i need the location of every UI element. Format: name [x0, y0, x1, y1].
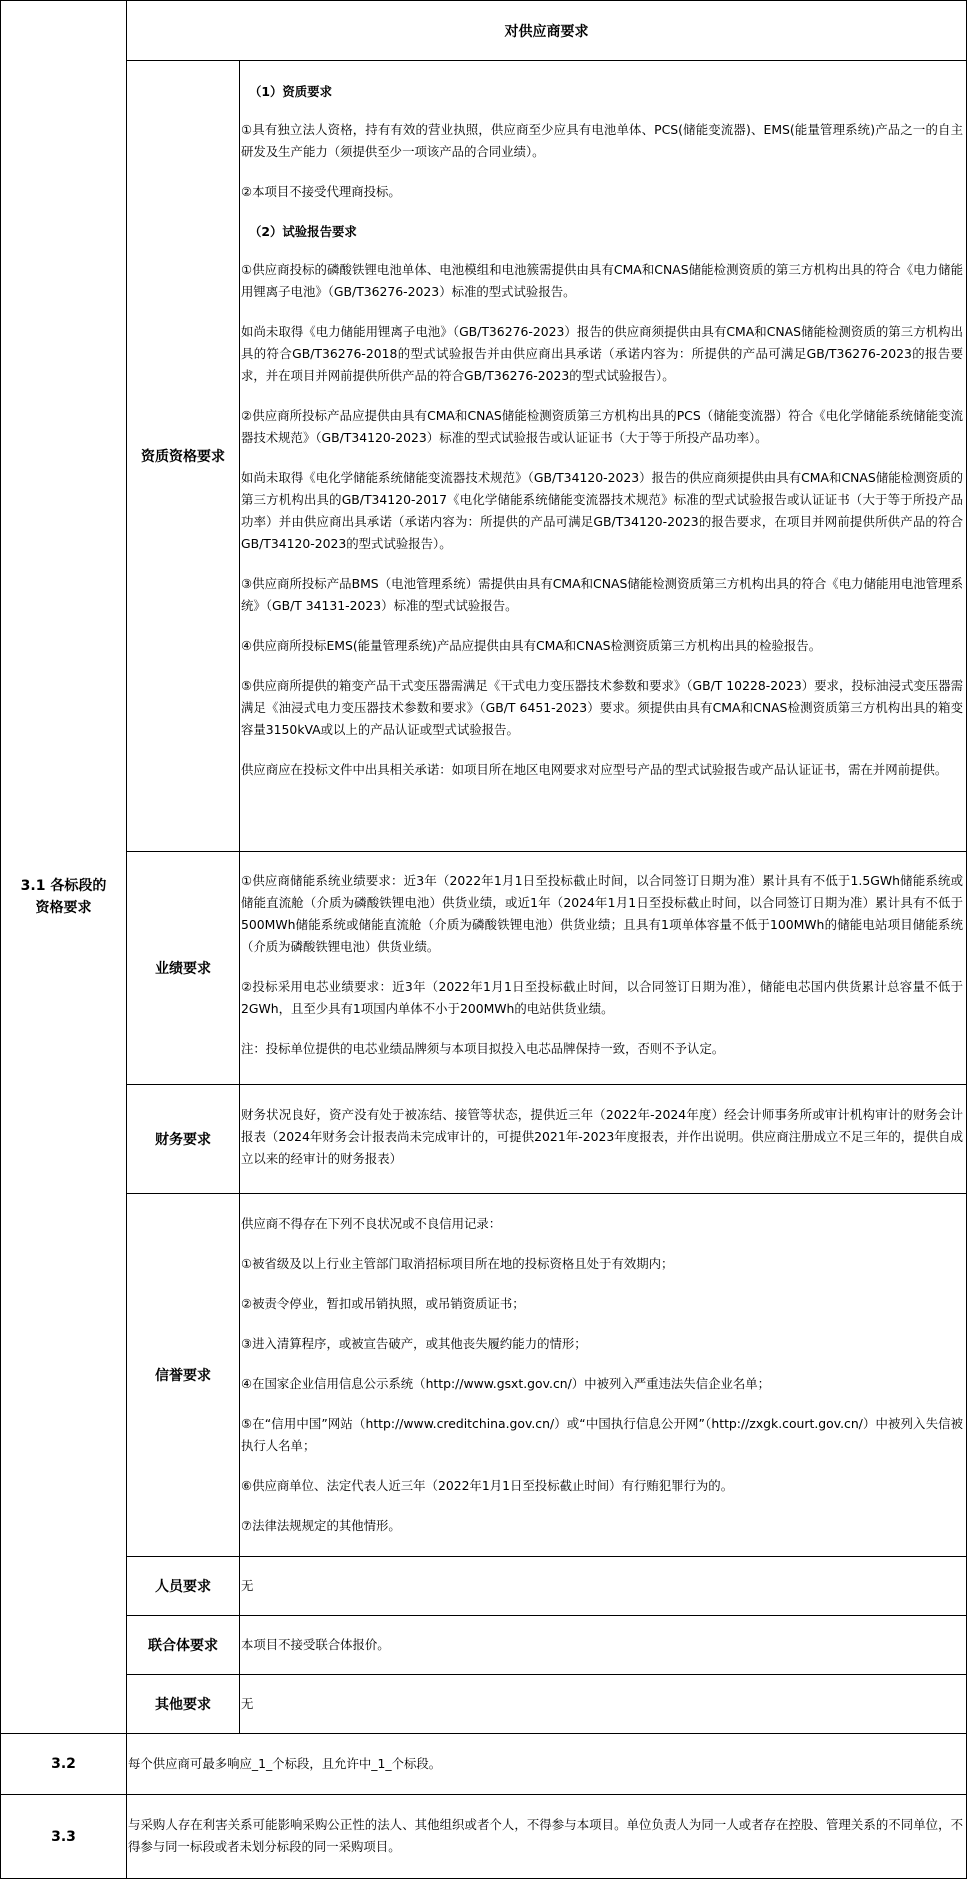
credit-item: ②被责令停业，暂扣或吊销执照，或吊销资质证书；	[241, 1296, 525, 1311]
qualification-item: ④供应商所投标EMS(能量管理系统)产品应提供由具有CMA和CNAS检测资质第三方机构出具的检验报告。	[241, 638, 822, 653]
personnel-label: 人员要求	[155, 1579, 211, 1595]
credit-content	[241, 1213, 963, 1537]
qualification-item: ①供应商投标的磷酸铁锂电池单体、电池模组和电池簇需提供由具有CMA和CNAS储能检测资质的第三方机构出具的符合《电力储能用锂离子电池》（GB/T36276-2023）标准的型式试验报告。	[241, 262, 963, 299]
credit-label: 信誉要求	[155, 1368, 211, 1384]
qualification-item: ⑤供应商所提供的箱变产品干式变压器需满足《干式电力变压器技术参数和要求》（GB/T 10228-2023）要求，投标油浸式变压器需满足《油浸式电力变压器技术参数和要求》（GB/T 6451-2023）要求。须提供由具有CMA和CNAS检测资质第三方机构出具的箱变容量3150kVA或以上的产品认证或型式试验报告。	[241, 678, 963, 737]
section-3-2-text: 每个供应商可最多响应_1_个标段，且允许中_1_个标段。	[128, 1756, 442, 1771]
performance-label-cell	[127, 852, 239, 1084]
qualification-label: 资质资格要求	[141, 449, 225, 465]
section-3-2-label-cell	[1, 1734, 126, 1794]
credit-item: ⑤在“信用中国”网站（http://www.creditchina.gov.cn/）或“中国执行信息公开网”（http://zxgk.court.gov.cn/）中被列入失信被执行人名单；	[241, 1416, 963, 1453]
credit-item: ⑦法律法规规定的其他情形。	[241, 1518, 401, 1533]
finance-label: 财务要求	[155, 1132, 211, 1148]
credit-item: ③进入清算程序，或被宣告破产，或其他丧失履约能力的情形；	[241, 1336, 587, 1351]
qualification-item: 如尚未取得《电力储能用锂离子电池》（GB/T36276-2023）报告的供应商须提供由具有CMA和CNAS储能检测资质的第三方机构出具的符合GB/T36276-2018的型式试验报告并由供应商出具承诺（承诺内容为：所提供的产品可满足GB/T36276-2023的报告要求，并在项目并网前提供所供产品的符合GB/T36276-2023的型式试验报告）。	[241, 324, 963, 383]
qualification-item: ③供应商所投标产品BMS（电池管理系统）需提供由具有CMA和CNAS储能检测资质第三方机构出具的符合《电力储能用电池管理系统》（GB/T 34131-2023）标准的型式试验报告。	[241, 576, 963, 613]
other-text: 无	[241, 1696, 254, 1711]
personnel-text: 无	[241, 1578, 254, 1593]
credit-intro: 供应商不得存在下列不良状况或不良信用记录：	[241, 1216, 502, 1231]
section-3-1-label: 3.1 各标段的资格要求	[20, 878, 107, 916]
qualification-item: ①具有独立法人资格，持有有效的营业执照，供应商至少应具有电池单体、PCS(储能变流器)、EMS(能量管理系统)产品之一的自主研发及生产能力（须提供至少一项该产品的合同业绩）。	[241, 122, 963, 159]
section-3-3-text: 与采购人存在利害关系可能影响采购公正性的法人、其他组织或者个人，不得参与本项目。单位负责人为同一人或者存在控股、管理关系的不同单位，不得参与同一标段或者未划分标段的同一采购项目。	[128, 1817, 963, 1854]
credit-item: ⑥供应商单位、法定代表人近三年（2022年1月1日至投标截止时间）有行贿犯罪行为的。	[241, 1478, 734, 1493]
consortium-label: 联合体要求	[148, 1638, 218, 1654]
qualification-label-cell	[127, 61, 239, 851]
section-3-3-content	[128, 1814, 963, 1858]
finance-label-cell	[127, 1085, 239, 1193]
section-3-2-label: 3.2	[51, 1756, 76, 1772]
performance-note: 注：投标单位提供的电芯业绩品牌须与本项目拟投入电芯品牌保持一致，否则不予认定。	[241, 1041, 725, 1056]
other-content	[241, 1693, 963, 1715]
finance-content	[241, 1104, 963, 1170]
qualification-item: 供应商应在投标文件中出具相关承诺：如项目所在地区电网要求对应型号产品的型式试验报告或产品认证证书，需在并网前提供。	[241, 762, 948, 777]
credit-label-cell	[127, 1194, 239, 1556]
credit-item: ①被省级及以上行业主管部门取消招标项目所在地的投标资格且处于有效期内；	[241, 1256, 674, 1271]
table-header	[127, 1, 966, 60]
header-title: 对供应商要求	[504, 23, 589, 40]
section-3-3-label-cell	[1, 1795, 126, 1878]
other-label: 其他要求	[155, 1697, 211, 1713]
qualification-heading-2: （2）试验报告要求	[249, 224, 357, 239]
consortium-text: 本项目不接受联合体报价。	[241, 1637, 390, 1652]
finance-text: 财务状况良好，资产没有处于被冻结、接管等状态，提供近三年（2022年-2024年度）经会计师事务所或审计机构审计的财务会计报表（2024年财务会计报表尚未完成审计的，可提供2021年-2023年度报表，并作出说明。供应商注册成立不足三年的，提供自成立以来的经审计的财务报表）	[241, 1107, 963, 1166]
section-3-3-label: 3.3	[51, 1828, 76, 1845]
qualification-item: ②本项目不接受代理商投标。	[241, 184, 401, 199]
personnel-label-cell	[127, 1557, 239, 1615]
performance-item: ②投标采用电芯业绩要求：近3年（2022年1月1日至投标截止时间，以合同签订日期为准），储能电芯国内供货累计总容量不低于2GWh，且至少具有1项国内单体不小于200MWh的电站供货业绩。	[241, 979, 963, 1016]
consortium-content	[241, 1634, 963, 1656]
personnel-content	[241, 1575, 963, 1597]
other-label-cell	[127, 1675, 239, 1733]
qualification-heading-1: （1）资质要求	[249, 84, 332, 99]
qualification-item: ②供应商所投标产品应提供由具有CMA和CNAS储能检测资质第三方机构出具的PCS（储能变流器）符合《电化学储能系统储能变流器技术规范》（GB/T34120-2023）标准的型式试验报告或认证证书（大于等于所投产品功率）。	[241, 408, 963, 445]
consortium-label-cell	[127, 1616, 239, 1674]
section-3-1-label-cell	[1, 61, 126, 1733]
performance-content	[241, 870, 963, 1060]
performance-item: ①供应商储能系统业绩要求：近3年（2022年1月1日至投标截止时间，以合同签订日期为准）累计具有不低于1.5GWh储能系统或储能直流舱（介质为磷酸铁锂电池）供货业绩，或近1年（2024年1月1日至投标截止时间，以合同签订日期为准）累计具有不低于500MWh储能系统或储能直流舱（介质为磷酸铁锂电池）供货业绩；且具有1项单体容量不低于100MWh的储能电站项目储能系统（介质为磷酸铁锂电池）供货业绩。	[241, 873, 963, 954]
qualification-item: 如尚未取得《电化学储能系统储能变流器技术规范》（GB/T34120-2023）报告的供应商须提供由具有CMA和CNAS储能检测资质的第三方机构出具的GB/T34120-2017《电化学储能系统储能变流器技术规范》标准的型式试验报告或认证证书（大于等于所投产品功率）并由供应商出具承诺（承诺内容为：所提供的产品可满足GB/T34120-2023的报告要求，在项目并网前提供所供产品的符合GB/T34120-2023的型式试验报告）。	[241, 470, 963, 551]
section-3-2-content	[128, 1753, 963, 1775]
performance-label: 业绩要求	[155, 961, 211, 977]
qualification-content	[241, 81, 963, 781]
credit-item: ④在国家企业信用信息公示系统（http://www.gsxt.gov.cn/）中被列入严重违法失信企业名单；	[241, 1376, 771, 1391]
